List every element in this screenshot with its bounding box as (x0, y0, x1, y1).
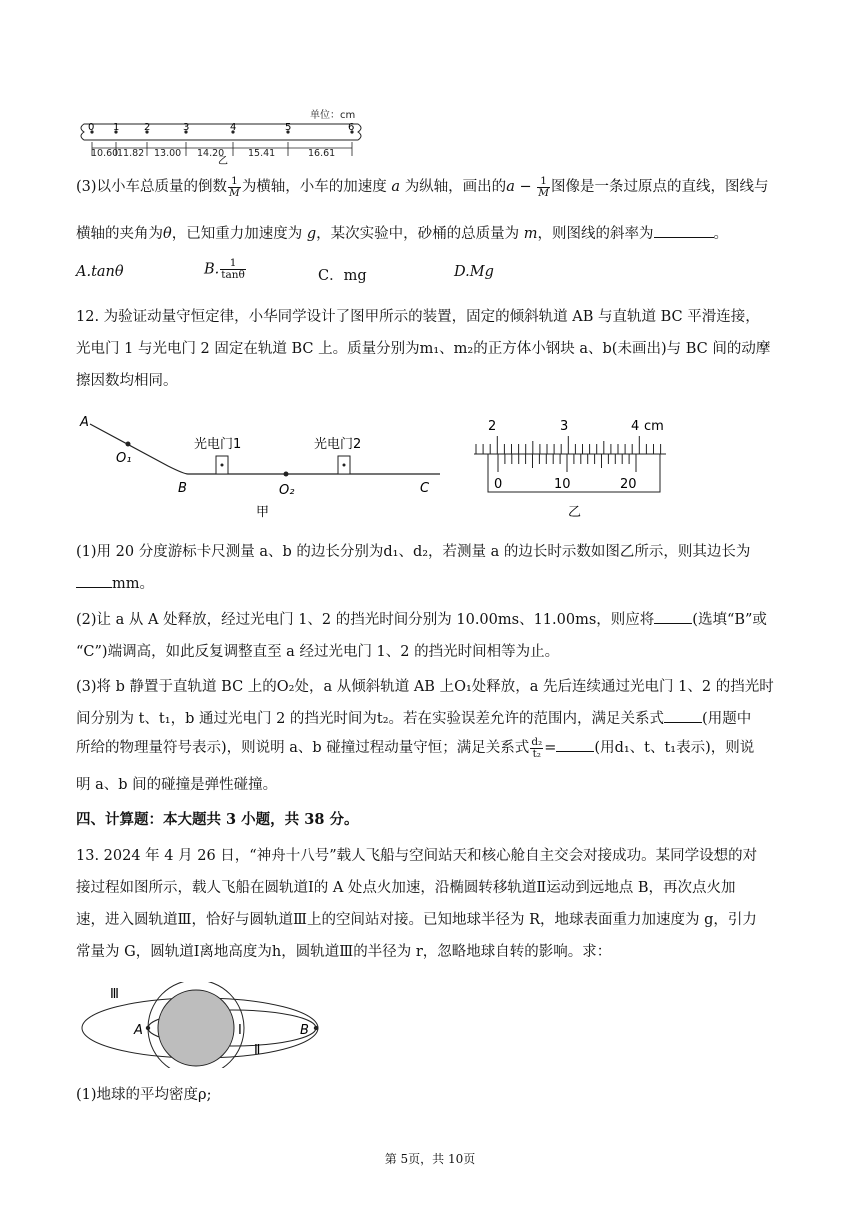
orbit-label-ii: Ⅱ (254, 1043, 261, 1058)
tape-seg-2: 11.82 (117, 148, 145, 159)
fig-label-yi: 乙 (568, 505, 582, 520)
caliper-vernier-0: 0 (494, 477, 503, 492)
caliper-unit: cm (644, 419, 664, 434)
tape-seg-1: 10.60 (91, 148, 119, 159)
option-a: A.tanθ (76, 264, 124, 280)
orbit-label-a: A (134, 1023, 143, 1038)
caliper-vernier-10: 10 (554, 477, 571, 492)
q13-line1: 13. 2024 年 4 月 26 日，“神舟十八号”载人飞船与空间站天和核心舱自主交会对接成功。某同学设想的对 (76, 848, 758, 864)
label-o1: O₁ (116, 451, 132, 466)
q12-part2-line1: (2)让 a 从 A 处释放，经过光电门 1、2 的挡光时间分别为 10.00ms、11.00ms，则应将 (选填“B”或 (76, 608, 767, 629)
q12-part3-line4: 明 a、b 间的碰撞是弹性碰撞。 (76, 777, 278, 793)
caliper-main-2: 2 (488, 419, 497, 434)
tape-seg-4: 14.20 (197, 148, 225, 159)
gate-1-label: 光电门1 (194, 437, 242, 452)
tape-point-0: 0 (88, 122, 95, 133)
fraction-1-over-m: $\frac{1}{M}$ (229, 174, 240, 199)
caliper-main-4: 4 (631, 419, 640, 434)
tape-point-3: 3 (183, 122, 190, 133)
q12-line3: 擦因数均相同。 (76, 373, 178, 389)
orbit-label-iii: Ⅲ (110, 987, 119, 1002)
orbit-figure (76, 982, 326, 1068)
option-c: C．mg (318, 268, 367, 284)
option-d: D.Mg (454, 264, 494, 280)
label-c: C (420, 481, 430, 496)
tape-seg-5: 15.41 (248, 148, 276, 159)
answer-blank (664, 708, 702, 723)
orbit-label-b: B (300, 1023, 309, 1038)
gate-2-label: 光电门2 (314, 437, 362, 452)
q12-line2: 光电门 1 与光电门 2 固定在轨道 BC 上。质量分别为m₁、m₂的正方体小钢块 a、b(未画出)与 BC 间的动摩 (76, 341, 771, 357)
tape-label: 乙 (218, 156, 228, 166)
q11-part3-line1: (3)以小车总质量的倒数 $\frac{1}{M}$ 为横轴，小车的加速度 a 为纵轴，画出的a − $\frac{1}{M}$ 图像是一条过原点的直线，图线与 (76, 174, 769, 199)
q13-part1: (1)地球的平均密度ρ; (76, 1087, 212, 1103)
answer-blank (76, 573, 112, 588)
answer-blank (654, 609, 692, 624)
option-b: B. $\frac{1}{\tan\theta}$ (204, 257, 245, 281)
tape-point-6: 6 (348, 122, 355, 133)
tape-seg-6: 16.61 (308, 148, 336, 159)
section-heading: 四、计算题：本大题共 3 小题，共 38 分。 (76, 811, 359, 828)
tape-point-4: 4 (230, 122, 237, 133)
tape-seg-3: 13.00 (154, 148, 182, 159)
q12-part3-line3: 所给的物理量符号表示)，则说明 a、b 碰撞过程动量守恒；满足关系式 $\frac{\text{d₂}}{\text{t₂}}$ = (用d₁、t、t₁表示)，则说 (76, 735, 755, 760)
tape-figure (76, 104, 376, 166)
q12-part3-line2: 间分别为 t、t₁，b 通过光电门 2 的挡光时间为t₂。若在实验误差允许的范围内，满足关系式 (用题中 (76, 707, 751, 728)
label-o2: O₂ (279, 483, 295, 498)
q11-part3-line2: 横轴的夹角为θ，已知重力加速度为 g，某次实验中，砂桶的总质量为 m，则图线的斜率为 。 (76, 222, 728, 243)
q12-part2-line2: “C”)端调高，如此反复调整直至 a 经过光电门 1、2 的挡光时间相等为止。 (76, 644, 560, 660)
label-a: A (80, 415, 89, 430)
q12-part1-line1: (1)用 20 分度游标卡尺测量 a、b 的边长分别为d₁、d₂，若测量 a 的边长时示数如图乙所示，则其边长为 (76, 544, 751, 560)
earth (158, 990, 234, 1066)
page-footer: 第 5页，共 10页 (384, 1152, 476, 1166)
track-figure (76, 410, 446, 522)
q12-part3-line1: (3)将 b 静置于直轨道 BC 上的O₂处，a 从倾斜轨道 AB 上O₁处释放，a 先后连续通过光电门 1、2 的挡光时 (76, 679, 774, 695)
tape-point-5: 5 (285, 122, 292, 133)
q12-line1: 12. 为验证动量守恒定律，小华同学设计了图甲所示的装置，固定的倾斜轨道 AB 与直轨道 BC 平滑连接， (76, 309, 760, 325)
tape-point-2: 2 (144, 122, 151, 133)
tape-point-1: 1 (113, 122, 120, 133)
answer-blank (556, 737, 594, 752)
q13-line3: 速，进入圆轨道Ⅲ，恰好与圆轨道Ⅲ上的空间站对接。已知地球半径为 R，地球表面重力加速度为 g，引力 (76, 912, 757, 928)
orbit-label-i: Ⅰ (238, 1023, 242, 1038)
label-b: B (178, 481, 187, 496)
q12-part1-line2: mm。 (76, 572, 154, 593)
caliper-vernier-20: 20 (620, 477, 637, 492)
caliper-figure (470, 410, 670, 522)
q13-line2: 接过程如图所示，载人飞船在圆轨道Ⅰ的 A 处点火加速，沿椭圆转移轨道Ⅱ运动到远地点 B，再次点火加 (76, 880, 736, 896)
fig-label-jia: 甲 (256, 505, 270, 520)
answer-blank (654, 223, 714, 238)
q13-line4: 常量为 G，圆轨道Ⅰ离地高度为h，圆轨道Ⅲ的半径为 r，忽略地球自转的影响。求： (76, 944, 612, 960)
caliper-main-3: 3 (560, 419, 569, 434)
tape-unit: 单位：cm (310, 110, 356, 121)
